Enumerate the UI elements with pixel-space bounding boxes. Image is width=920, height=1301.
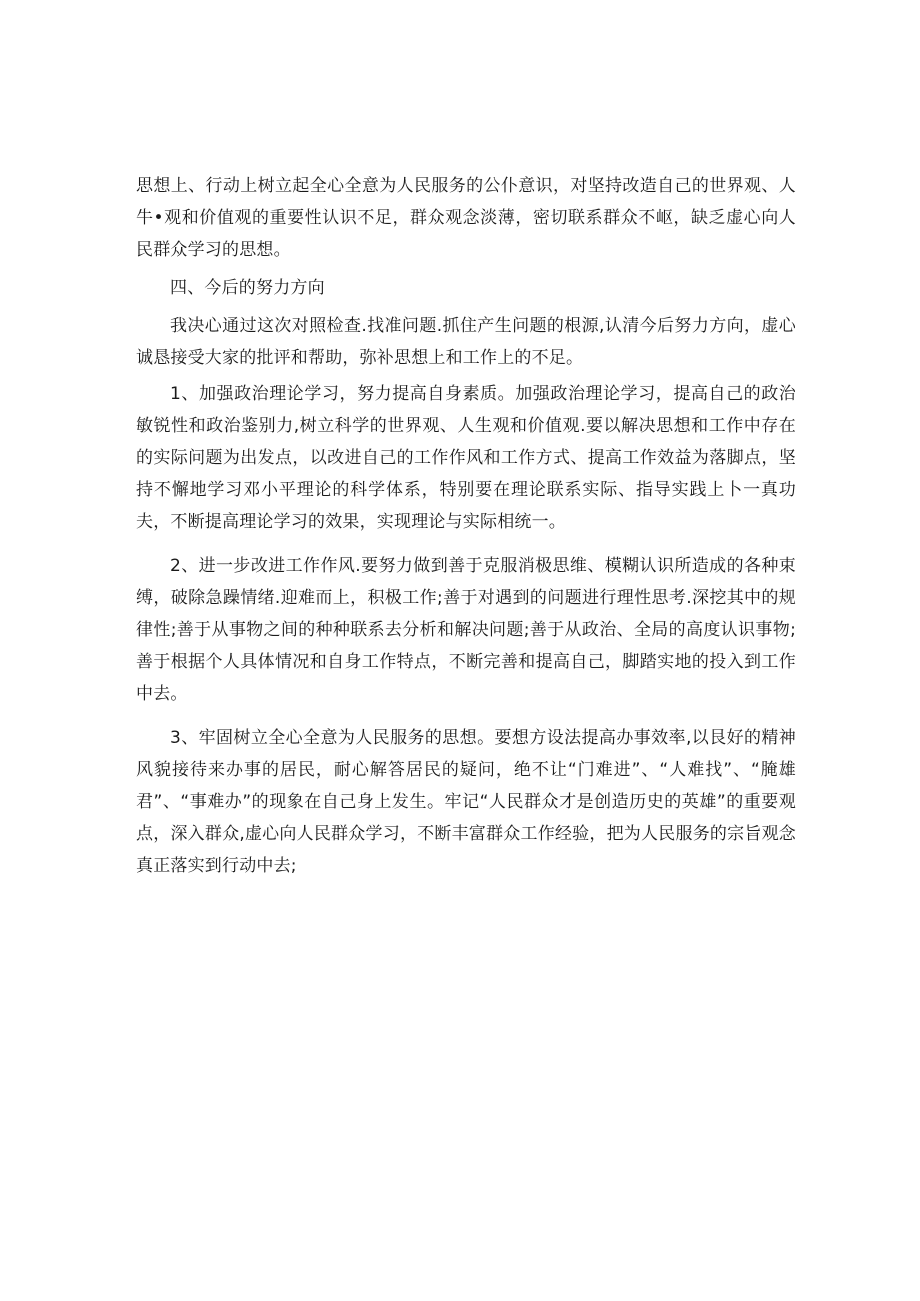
paragraph-item-3: 3、牢固树立全心全意为人民服务的思想。要想方设法提高办事效率,以艮好的精神风貌接待来办事的居民，耐心解答居民的疑问，绝不让“门难进”、“人难找”、“腌雄君”、“事难办”的现象在自己身上发生。牢记“人民群众才是创造历史的英雄”的重要观点，深入群众,虚心向人民群众学习，不断丰富群众工作经验，把为人民服务的宗旨观念真正落实到行动中去; [136,728,796,876]
paragraph-continuation: 思想上、行动上树立起全心全意为人民服务的公仆意识，对坚持改造自己的世界观、人牛•观和价值观的重要性认识不足，群众观念淡薄，密切联系群众不岖，缺乏虚心向人民群众学习的思想。 [136,176,796,260]
section-heading: 四、今后的努力方向 [170,278,325,298]
paragraph-resolution: 我决心通过这次对照检查.找准问题.抓住产生问题的根源,认清今后努力方向，虚心诚恳接受大家的批评和帮助，弥补思想上和工作上的不足。 [136,316,796,368]
paragraph-item-1: 1、加强政治理论学习，努力提高自身素质。加强政治理论学习，提高自己的政治敏锐性和政治鉴别力,树立科学的世界观、人生观和价值观.要以解决思想和工作中存在的实际问题为出发点，以改进自己的工作作风和工作方式、提高工作效益为落脚点，坚持不懈地学习邓小平理论的科学体系，特别要在理论联系实际、指导实践上卜一真功夫，不断提高理论学习的效果，实现理论与实际相统一。 [136,384,796,532]
document-body [136,170,796,882]
paragraph-item-2: 2、进一步改进工作作风.要努力做到善于克服消极思维、模糊认识所造成的各种束缚，破除急躁情绪.迎难而上，积极工作;善于对遇到的问题进行理性思考.深挖其中的规律性;善于从事物之间的种种联系去分析和解决问题;善于从政治、全局的高度认识事物;善于根据个人具体情况和自身工作特点，不断完善和提高自己，脚踏实地的投入到工作中去。 [136,556,796,704]
